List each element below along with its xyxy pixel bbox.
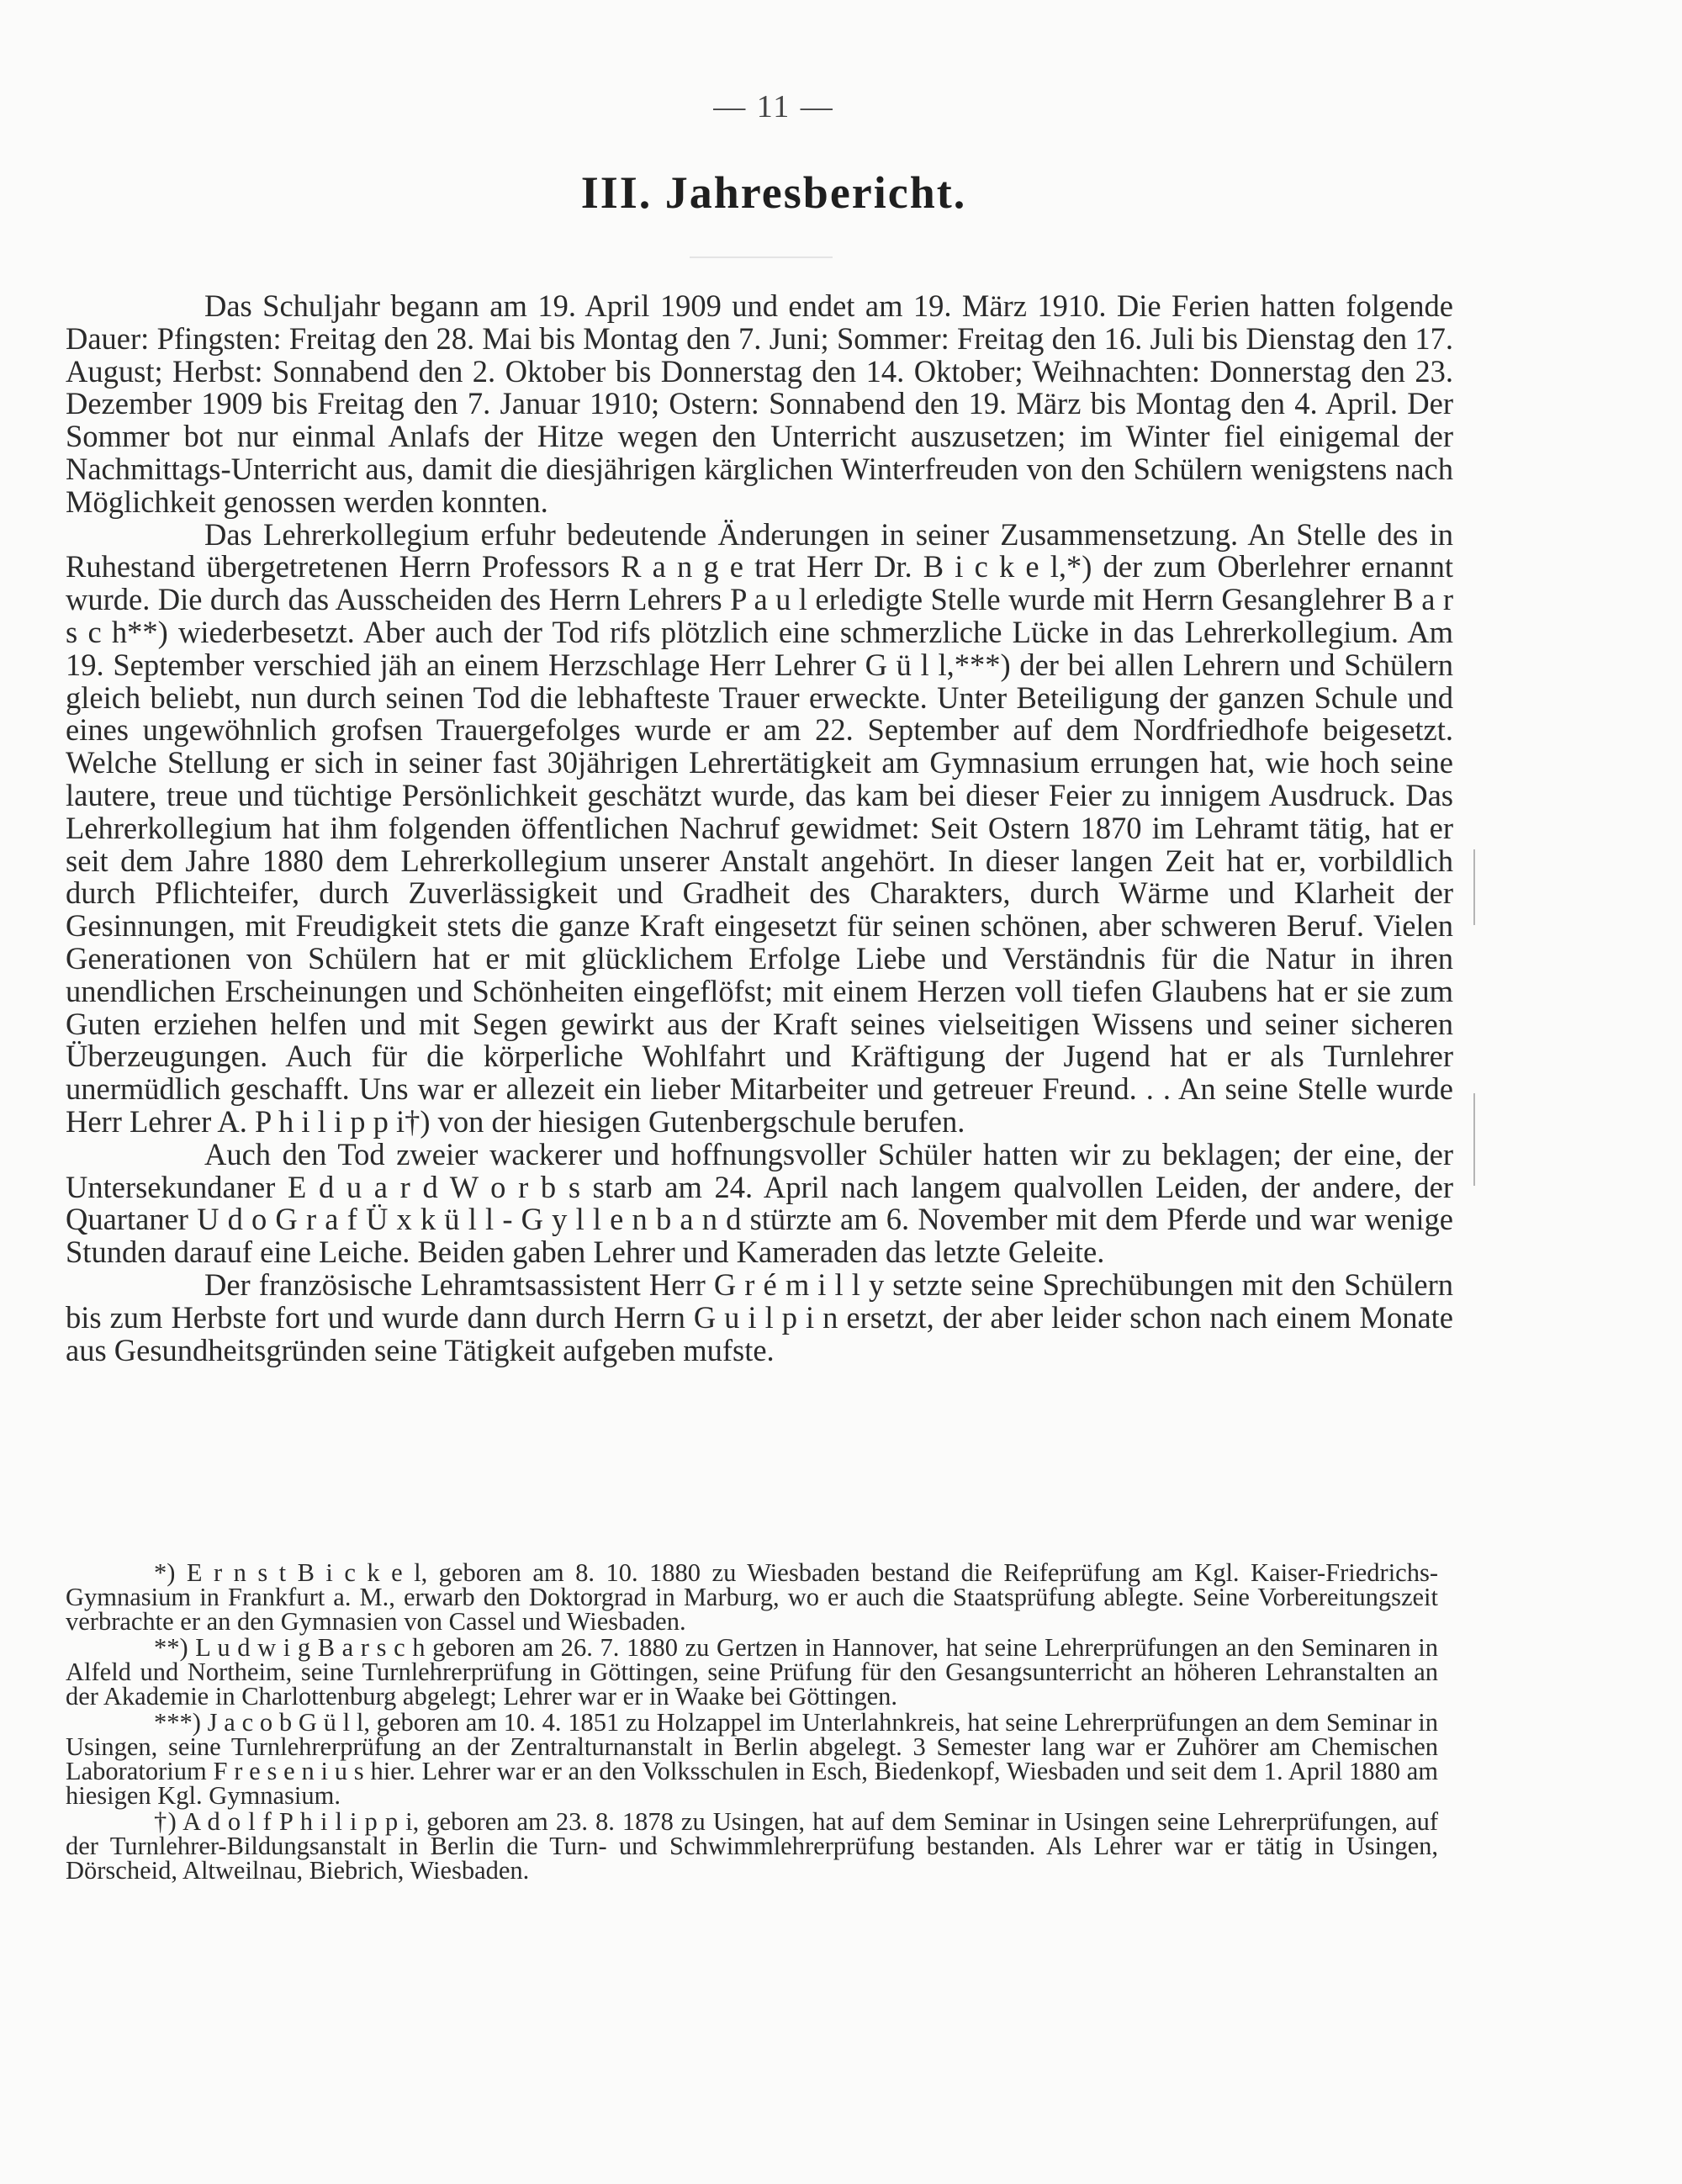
footnote-philippi: †) A d o l f P h i l i p p i, geboren am 23. 8. 1878 zu Usingen, hat auf dem Seminar in Usingen seine Lehrerprüfungen, auf der Turnlehrer-Bildungsanstalt in Berlin die Turn- und Schwimmlehrerprüfung bestanden. Als Lehrer war er tätig in Usingen, Dörscheid, Altweilnau, Biebrich, Wiesbaden. — [66, 1807, 1438, 1885]
footnote-guell: ***) J a c o b G ü l l, geboren am 10. 4. 1851 zu Holzappel im Unterlahnkreis, hat seine Lehrerprüfungen an dem Seminar in Usingen, seine Turnlehrerprüfung an der Zentralturnanstalt in Berlin abgelegt. 3 Semester lang war er Zuhörer am Chemischen Laboratorium F r e s e n i u s hier. Lehrer war er an den Volksschulen in Esch, Biedenkopf, Wiesbaden und seit dem 1. April 1880 am hiesigen Kgl. Gymnasium. — [66, 1708, 1438, 1810]
scan-edge-mark — [1473, 1093, 1475, 1186]
paragraph-school-year: Das Schuljahr begann am 19. April 1909 und endet am 19. März 1910. Die Ferien hatten folgende Dauer: Pfingsten: Freitag den 28. Mai bis Montag den 7. Juni; Sommer: Freitag den 16. Juli bis Dienstag den 17. August; Herbst: Sonnabend den 2. Oktober bis Donnerstag den 14. Oktober; Weihnachten: Donnerstag den 23. Dezember 1909 bis Freitag den 7. Januar 1910; Ostern: Sonnabend den 19. März bis Montag den 4. April. Der Sommer bot nur einmal Anlafs der Hitze wegen den Unterricht auszusetzen; im Winter fiel einigemal der Nachmittags-Unterricht aus, damit die diesjährigen kärglichen Winterfreuden von den Schülern wenigstens nach Möglichkeit genossen werden konnten. — [66, 288, 1453, 519]
paragraph-language-assistant: Der französische Lehramtsassistent Herr G r é m i l l y setzte seine Sprechübungen mit den Schülern bis zum Herbste fort und wurde dann durch Herrn G u i l p i n ersetzt, der aber leider schon nach einem Monate aus Gesundheitsgründen seine Tätigkeit aufgeben mufste. — [66, 1267, 1453, 1367]
footnote-barsch: **) L u d w i g B a r s c h geboren am 26. 7. 1880 zu Gertzen in Hannover, hat seine Lehrerprüfungen an den Seminaren in Alfeld und Northeim, seine Turnlehrerprüfung in Göttingen, seine Prüfung für den Gesangsunterricht an höheren Lehranstalten an der Akademie in Charlottenburg abgelegt; Lehrer war er in Waake bei Göttingen. — [66, 1633, 1438, 1711]
paragraph-students-deceased: Auch den Tod zweier wackerer und hoffnungsvoller Schüler hatten wir zu beklagen; der eine, der Untersekundaner E d u a r d W o r b s starb am 24. April nach langem qualvollen Leiden, der andere, der Quartaner U d o G r a f Ü x k ü l l - G y l l e n b a n d stürzte am 6. November mit dem Pferde und war wenige Stunden darauf eine Leiche. Beiden gaben Lehrer und Kameraden das letzte Geleite. — [66, 1136, 1453, 1270]
footnotes — [66, 1558, 1438, 1885]
chapter-title: III. Jahresbericht. — [580, 167, 967, 218]
page-number: — 11 — — [713, 89, 834, 124]
scan-edge-mark — [1473, 849, 1475, 925]
paragraph-teaching-staff: Das Lehrerkollegium erfuhr bedeutende Änderungen in seiner Zusammensetzung. An Stelle des in Ruhestand übergetretenen Herrn Professors R a n g e trat Herr Dr. B i c k e l,*) der zum Oberlehrer ernannt wurde. Die durch das Ausscheiden des Herrn Lehrers P a u l erledigte Stelle wurde mit Herrn Gesanglehrer B a r s c h**) wiederbesetzt. Aber auch der Tod rifs plötzlich eine schmerzliche Lücke in das Lehrerkollegium. Am 19. September verschied jäh an einem Herzschlage Herr Lehrer G ü l l,***) der bei allen Lehrern und Schülern gleich beliebt, nun durch seinen Tod die lebhafteste Trauer erweckte. Unter Beteiligung der ganzen Schule und eines ungewöhnlich grofsen Trauergefolges wurde er am 22. September auf dem Nordfriedhofe beigesetzt. Welche Stellung er sich in seiner fast 30jährigen Lehrertätigkeit am Gymnasium errungen hat, wie hoch seine lautere, treue und tüchtige Persönlichkeit geschätzt wurde, das kam bei dieser Feier zu innigem Ausdruck. Das Lehrerkollegium hat ihm folgenden öffentlichen Nachruf gewidmet: Seit Ostern 1870 im Lehramt tätig, hat er seit dem Jahre 1880 dem Lehrerkollegium unserer Anstalt angehört. In dieser langen Zeit hat er, vorbildlich durch Pflichteifer, durch Zuverlässigkeit und Gradheit des Charakters, durch Wärme und Klarheit der Gesinnungen, mit Freudigkeit stets die ganze Kraft eingesetzt für seinen schönen, aber schweren Beruf. Vielen Generationen von Schülern hat er mit glücklichem Erfolge Liebe und Verständnis für die Natur in ihren unendlichen Erscheinungen und Schönheiten eingeflöfst; mit einem Herzen voll tiefen Glaubens hat er sie zum Guten erziehen helfen und mit Segen gewirkt aus der Kraft seines vielseitigen Wissens und seiner sicheren Überzeugungen. Auch für die körperliche Wohlfahrt und Kräftigung der Jugend hat er als Turnlehrer unermüdlich geschafft. Uns war er allezeit ein lieber Mitarbeiter und getreuer Freund. . . An seine Stelle wurde Herr Lehrer A. P h i l i p p i†) von der hiesigen Gutenbergschule berufen. — [66, 516, 1453, 1139]
title-divider — [690, 256, 833, 258]
footnote-bickel: *) E r n s t B i c k e l, geboren am 8. 10. 1880 zu Wiesbaden bestand die Reifeprüfung am Kgl. Kaiser-Friedrichs-Gymnasium in Frankfurt a. M., erwarb den Doktorgrad in Marburg, wo er auch die Staatsprüfung ablegte. Seine Vorbereitungszeit verbrachte er an den Gymnasien von Cassel und Wiesbaden. — [66, 1558, 1438, 1636]
report-body — [66, 290, 1453, 1367]
